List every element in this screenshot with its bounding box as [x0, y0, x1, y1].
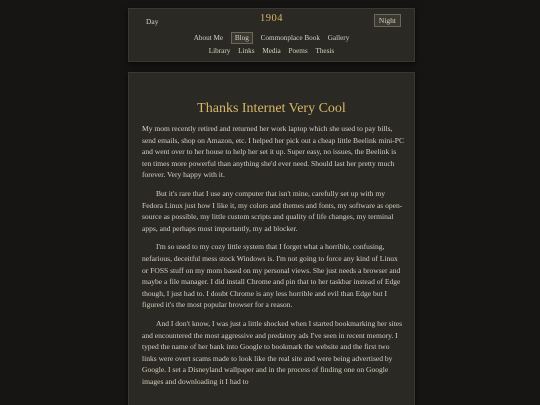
nav-links[interactable]: Links — [238, 47, 255, 55]
post-body — [142, 123, 404, 394]
nav-secondary — [129, 46, 414, 56]
nav-about-me[interactable]: About Me — [193, 34, 224, 42]
site-title[interactable]: 1904 — [260, 13, 283, 24]
post-paragraph: I'm so used to my cozy little system that I forget what a horrible, confusing, nefarious, deceitful mess stock Windows is. I'm not going to force any kind of Linux or FOSS stuff on my mom based on my personal views. She just needs a browser and maybe a file manager. I did install Chrome and pin that to her taskbar instead of Edge though, I just had to. I doubt Chrome is any less horrible and evil than Edge but I figured it's the most popular browser for a reason. — [142, 242, 401, 310]
nav-commonplace-book[interactable]: Commonplace Book — [260, 34, 320, 42]
post-paragraph: But it's rare that I use any computer that isn't mine, carefully set up with my Fedora Linux just how I like it, my colors and themes and fonts, my software as open-source as possible, my little custom scripts and quality of life changes, my terminal apps, and perhaps most importantly, my ad blocker. — [142, 188, 403, 233]
post-paragraph: And I don't know, I was just a little shocked when I started bookmarking her sites and encountered the most aggressive and predatory ads I've seen in recent memory. I typed the name of her bank into Google to bookmark the website and the first two links were overt scams made to look like the real site and were being advertised by Google. I set a Disneyland wallpaper and in the process of finding one on Google images and downloading it I had to — [142, 318, 403, 386]
nav-primary — [129, 32, 414, 44]
post-title: Thanks Internet Very Cool — [197, 101, 346, 116]
site-header — [128, 8, 415, 62]
nav-library[interactable]: Library — [208, 47, 231, 55]
post-paragraph: My mom recently retired and returned her work laptop which she used to pay bills, send emails, shop on Amazon, etc. I helped her pick out a cheap little Beelink mini-PC and went over to her house to help her set it up. Super easy, no issues, the Beelink is ten times more powerful than anything she'd ever need. Should last her pretty much forever. Very happy with it. — [142, 124, 404, 180]
nav-media[interactable]: Media — [262, 47, 281, 55]
blog-post — [128, 72, 415, 405]
nav-poems[interactable]: Poems — [288, 47, 308, 55]
day-mode-button[interactable]: Day — [146, 17, 159, 26]
nav-gallery[interactable]: Gallery — [327, 34, 350, 42]
night-mode-button[interactable]: Night — [374, 14, 401, 27]
nav-blog[interactable]: Blog — [231, 32, 253, 44]
nav-thesis[interactable]: Thesis — [315, 47, 335, 55]
